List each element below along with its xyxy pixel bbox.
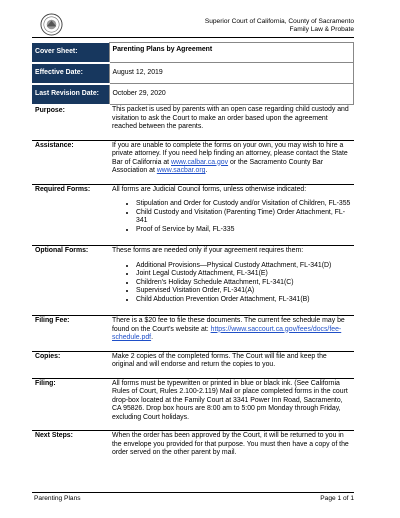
value-effective-date: August 12, 2019 bbox=[109, 63, 354, 84]
required-forms-intro: All forms are Judicial Council forms, unless otherwise indicated: bbox=[112, 185, 307, 193]
label-copies: Copies: bbox=[32, 351, 109, 378]
value-assistance bbox=[109, 140, 354, 184]
footer-title: Parenting Plans bbox=[34, 495, 81, 502]
value-purpose: This packet is used by parents with an open case regarding child custody and visitation to ask the Court to make an order based upon the agreement reached between the parents. bbox=[112, 106, 349, 130]
court-seal-logo bbox=[40, 13, 63, 36]
filing-fee-text-end: . bbox=[151, 334, 153, 341]
row-copies bbox=[32, 351, 354, 378]
row-filing-fee bbox=[32, 316, 354, 352]
value-required-forms bbox=[109, 184, 354, 246]
optional-forms-list bbox=[112, 262, 351, 305]
optional-forms-intro: These forms are needed only if your agreement requires them: bbox=[112, 247, 304, 254]
label-filing-fee: Filing Fee: bbox=[32, 316, 109, 352]
required-forms-list bbox=[112, 200, 351, 234]
header-rule bbox=[32, 37, 354, 38]
list-item: • Child Abduction Prevention Order Attachment, FL-341(B) bbox=[136, 296, 351, 305]
label-last-revision: Last Revision Date: bbox=[32, 84, 109, 105]
row-required-forms bbox=[32, 184, 354, 246]
list-item: • Stipulation and Order for Custody and/or Visitation of Children, FL-355 bbox=[136, 200, 351, 209]
value-filing-fee bbox=[109, 316, 354, 352]
footer-page-number: Page 1 of 1 bbox=[320, 495, 354, 502]
sacbar-link[interactable]: www.sacbar.org bbox=[156, 167, 206, 174]
value-optional-forms bbox=[109, 246, 354, 316]
label-optional-forms: Optional Forms: bbox=[32, 246, 109, 316]
row-cover-sheet bbox=[32, 43, 354, 63]
fee-schedule-link[interactable]: https://www.saccourt.ca.gov/fees/docs/fee-schedule.pdf bbox=[112, 325, 342, 341]
label-cover-sheet: Cover Sheet: bbox=[32, 43, 109, 63]
row-optional-forms bbox=[32, 246, 354, 316]
value-filing: All forms must be typewritten or printed in blue or black ink. (See California Rules of Court, Rules 2.100-2.119) Mail or place completed forms in the court drop-box located at the Family Court at 3341 Power Inn Road, Sacramento, CA 95826. Drop box hours are 8:00 am to 5:00 pm Monday through Friday, excluding Court holidays. bbox=[109, 378, 354, 431]
court-name: Superior Court of California, County of Sacramento bbox=[204, 18, 354, 25]
value-last-revision: October 29, 2020 bbox=[109, 84, 354, 105]
calbar-link[interactable]: www.calbar.ca.gov bbox=[170, 158, 229, 166]
list-item: • Joint Legal Custody Attachment, FL-341(E) bbox=[136, 270, 351, 279]
row-next-steps bbox=[32, 431, 354, 466]
assistance-text-2: or the Sacramento County Bar Association at bbox=[112, 158, 324, 174]
list-item: • Child Custody and Visitation (Parenting Time) Order Attachment, FL-341 bbox=[136, 209, 351, 226]
court-header bbox=[205, 18, 354, 35]
label-effective-date: Effective Date: bbox=[32, 63, 109, 84]
list-item: • Supervised Visitation Order, FL-341(A) bbox=[136, 287, 351, 296]
row-purpose bbox=[32, 105, 354, 141]
assistance-text: If you are unable to complete the forms on your own, you may wish to hire a private attorney. If you need help finding an attorney, please contact the State Bar of California at bbox=[112, 141, 348, 166]
value-copies: Make 2 copies of the completed forms. The Court will file and keep the original and will endorse and return the copies to you. bbox=[109, 351, 354, 378]
value-cover-sheet: Parenting Plans by Agreement bbox=[109, 43, 354, 63]
assistance-text-3: . bbox=[205, 167, 208, 174]
row-filing bbox=[32, 378, 354, 431]
cover-sheet-table bbox=[32, 42, 354, 466]
list-item: • Children's Holiday Schedule Attachment, FL-341(C) bbox=[136, 279, 351, 288]
label-required-forms: Required Forms: bbox=[32, 184, 109, 246]
row-effective-date bbox=[32, 63, 354, 84]
court-division: Family Law & Probate bbox=[289, 26, 354, 34]
label-filing: Filing: bbox=[32, 378, 109, 431]
value-next-steps: When the order has been approved by the Court, it will be returned to you in the envelope you provided for that purpose. You must then have a copy of the order served on the other parent by mail. bbox=[109, 431, 354, 466]
row-assistance bbox=[32, 140, 354, 184]
filing-fee-text: There is a $20 fee to file these documents. The current fee schedule may be found on the Court's website at: bbox=[112, 317, 345, 333]
label-next-steps: Next Steps: bbox=[32, 431, 109, 466]
label-purpose: Purpose: bbox=[35, 106, 65, 114]
label-assistance: Assistance: bbox=[32, 140, 109, 184]
row-last-revision bbox=[32, 84, 354, 105]
footer-rule bbox=[32, 492, 354, 493]
list-item: • Additional Provisions—Physical Custody Attachment, FL-341(D) bbox=[136, 262, 351, 271]
list-item: • Proof of Service by Mail, FL-335 bbox=[136, 226, 351, 235]
